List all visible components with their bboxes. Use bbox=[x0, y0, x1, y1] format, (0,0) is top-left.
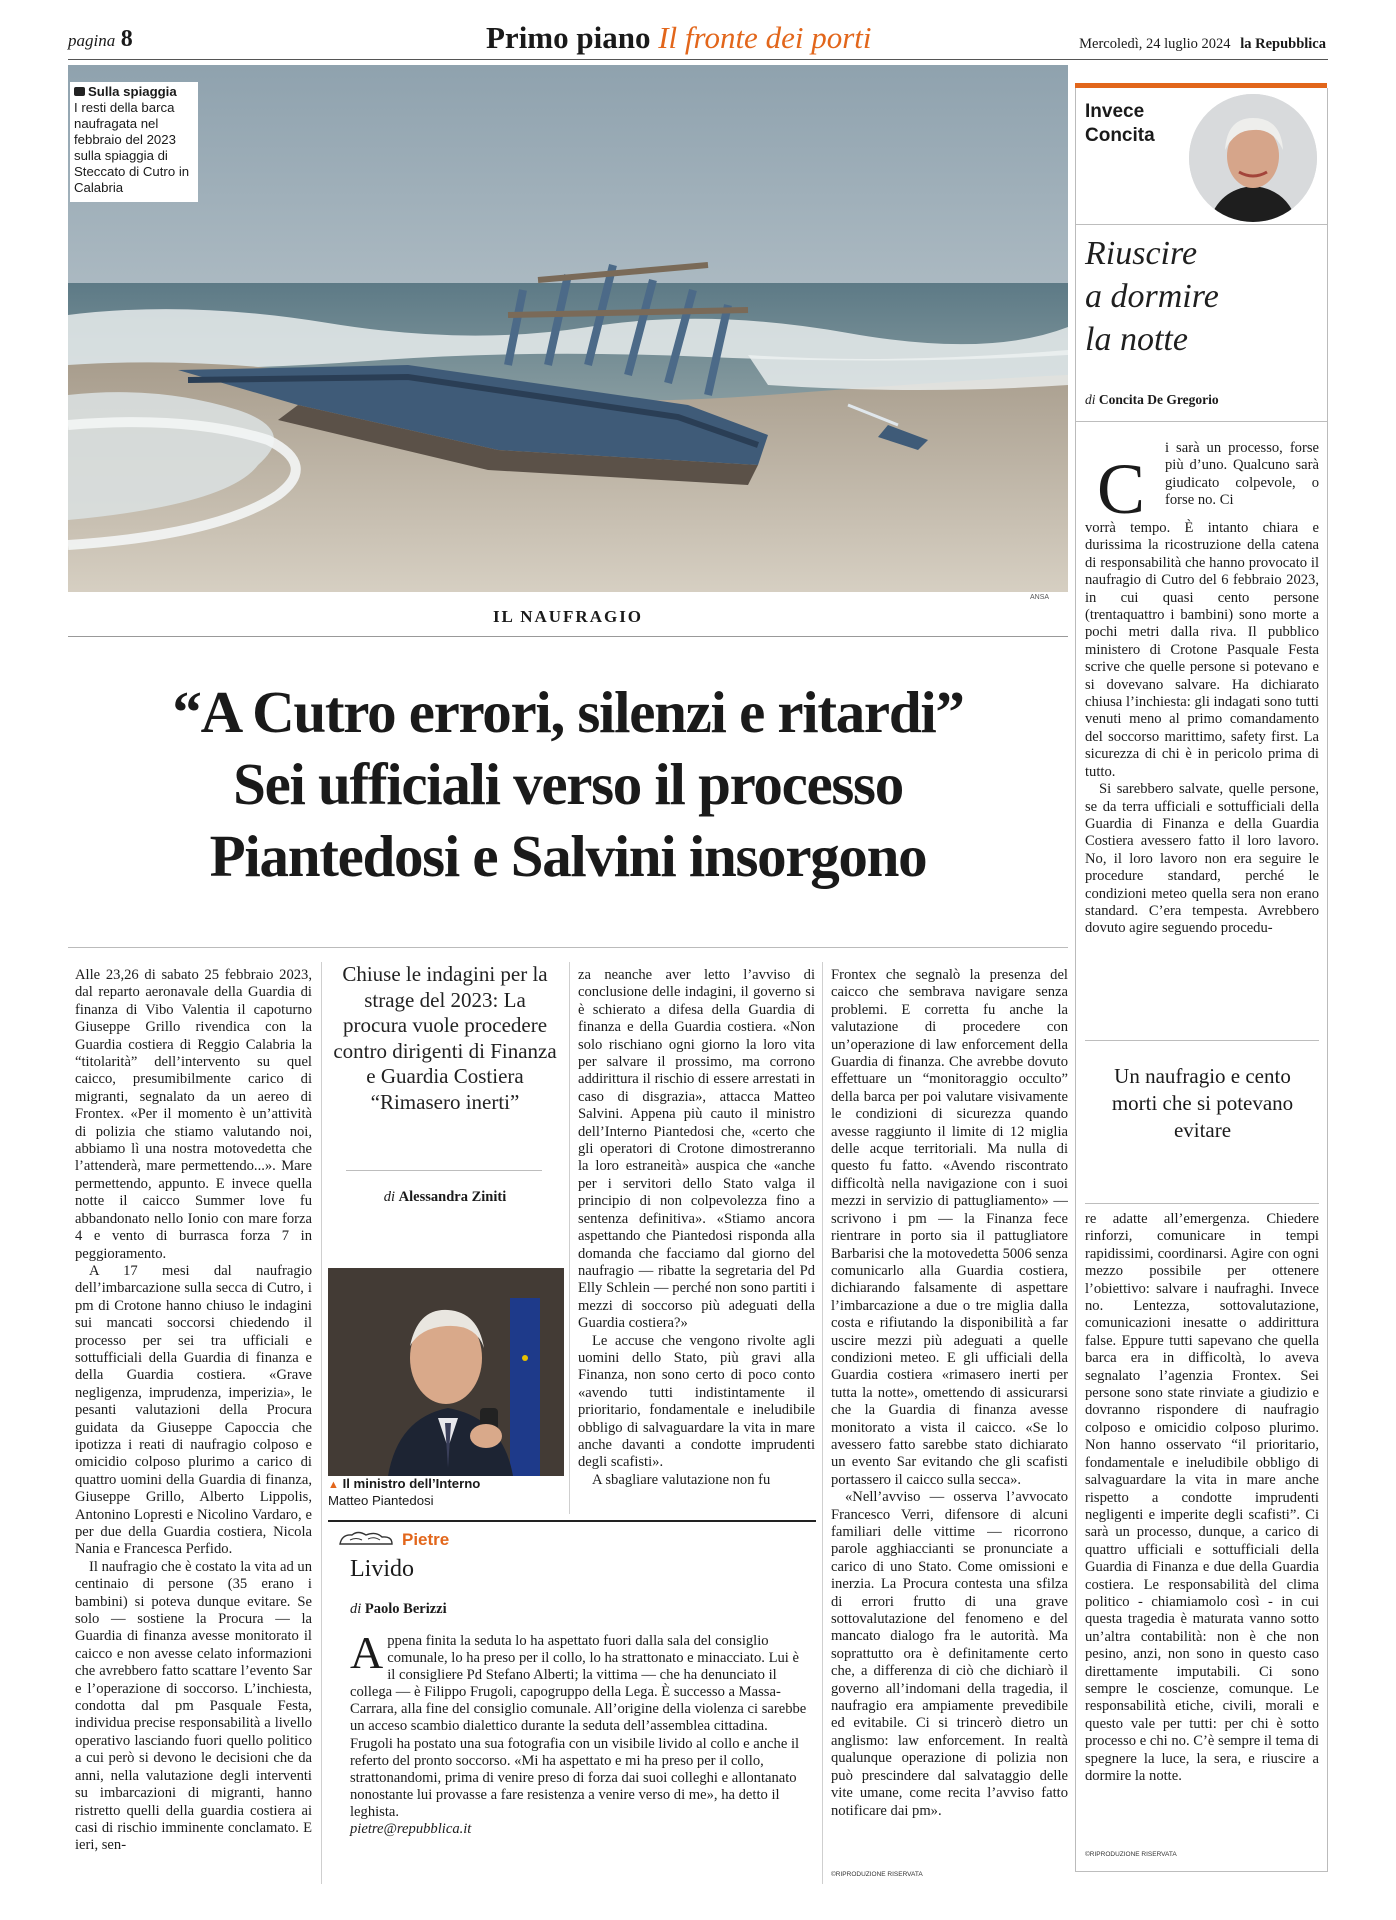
column-pull-quote: Un naufragio e cento morti che si potevano evitare bbox=[1111, 1064, 1294, 1142]
pietre-email[interactable]: pietre@repubblica.it bbox=[350, 1821, 472, 1838]
summary-rule bbox=[346, 1170, 542, 1171]
column-paragraph: Si sarebbero salvate, quelle persone, se da terra ufficiali e sottufficiali della Guardia di Finanza e della Guardia Costiera avessero fatto il loro lavoro. No, il loro lavoro non era seguire le procedure standard, perché le condizioni meteo quella sera non erano standard. C’era tempesta. Avrebbero dovuto agire seguendo procedu- bbox=[1085, 781, 1319, 937]
photo-caption-text: I resti della barca naufragata nel febbraio del 2023 sulla spiaggia di Steccato di Cutro in Calabria bbox=[74, 100, 190, 195]
column-divider bbox=[321, 962, 322, 1884]
summary-author: Alessandra Ziniti bbox=[398, 1189, 507, 1205]
column-text-top bbox=[1085, 440, 1319, 1034]
photo-credit: ANSA bbox=[1030, 594, 1050, 601]
section-name: Primo piano bbox=[486, 20, 651, 55]
article-paragraph: «Nell’avviso — osserva l’avvocato Francesco Verri, difensore di alcuni familiari delle vittime — ricorrono parole agghiaccianti se pronunciate a carico di uno Stato. Come omissioni e inerzia. La Procura contesta una sfilza di errori frutto di una grave sottovalutazione del fenomeno e del mancato dialogo fra le autorità. Ma soprattutto ora è definitamente certo che, a differenza di ciò che dichiarò il governo all’indomani della tragedia, il naufragio era ampiamente prevedibile ed evitabile. Ci si trincerò dietro un anglismo: law enforcement. In realtà qualunque operazione di polizia non può prescindere dal salvataggio delle vite umane, come recita l’avviso fatto notificare dai pm». bbox=[831, 1489, 1068, 1819]
quote-bottom-rule bbox=[1085, 1203, 1319, 1204]
pietre-logo bbox=[336, 1526, 396, 1548]
minister-caption-name: Matteo Piantedosi bbox=[328, 1493, 434, 1508]
column-divider bbox=[569, 962, 570, 1514]
stones-icon bbox=[336, 1526, 396, 1548]
article-column-2 bbox=[578, 967, 815, 1514]
author-portrait bbox=[1189, 94, 1317, 222]
column-lead-block bbox=[1085, 440, 1319, 520]
minister-caption-title-text: Il ministro dell’Interno bbox=[342, 1476, 481, 1491]
photo-caption-title bbox=[74, 84, 194, 100]
column-title-line-1: Riuscire bbox=[1085, 235, 1198, 272]
article-column-3 bbox=[831, 967, 1068, 1872]
column-title-line-2: a dormire bbox=[1085, 278, 1219, 315]
column-by: di bbox=[1085, 392, 1096, 407]
header-rule bbox=[68, 59, 1328, 60]
headline-rule bbox=[68, 947, 1068, 948]
pietre-byline bbox=[350, 1601, 447, 1618]
camera-icon bbox=[74, 87, 85, 96]
column-author: Concita De Gregorio bbox=[1098, 392, 1219, 407]
shipwreck-photo bbox=[68, 65, 1068, 592]
pietre-label: Pietre bbox=[402, 1530, 450, 1549]
column-byline-rule bbox=[1075, 421, 1327, 422]
article-paragraph: A 17 mesi dal naufragio dell’imbarcazione sulla secca di Cutro, i pm di Crotone hanno chiuso le indagini sui mancati soccorsi chiedendo il processo per sei tra ufficiali e sottufficiali della Guardia di finanza e della Guardia costiera. «Grave negligenza, imprudenza, imperizia», le pesanti valutazioni della Procura guidata da Giuseppe Capoccia che ipotizza i reati di naufragio colposo e omicidio colposo plurimo a carico di quattro uomini della Guardia di finanza, Giuseppe Grillo, Alberto Lippolis, Antonino Lopresti e Nicolino Vardaro, e per due della Guardia costiera, Nicola Nania e Francesca Perfido. bbox=[75, 1262, 312, 1558]
column-lead: i sarà un processo, forse più d’uno. Qualcuno sarà giudicato colpevole, o forse no. Ci bbox=[1165, 440, 1319, 509]
column-paragraph: re adatte all’emergenza. Chiedere rinforzi, comunicare in tempi rapidissimi, coordinarsi. Agire con ogni mezzo possibile per ottenere l’obiettivo: salvare i naufraghi. Invece no. Lentezza, sottovalutazione, comunicazioni inesatte o addirittura false. Eppure tutti sapevano che quella barca era in difficoltà, lo aveva segnalato l’agenzia Frontex. Sei persone sono state rinviate a giudizio e dovranno rispondere di naufragio colposo e omicidio colposo plurimo. Non hanno osservato “il prioritario, fondamentale e ineludibile obbligo di salvaguardare la vita in mare anche rispetto a condotte imprudenti negligenti e imperite degli scafisti”. Ci sarà un processo, dunque, a carico di quattro ufficiali e sottufficiali della Guardia di Finanza e due della Guardia costiera. Le responsabilità del clima politico - chiamiamolo così - in cui questa tragedia è maturata vanno sotto un’altra contabilità: non è che non pesino, anzi, non sono in questo caso direttamente imputabili. Ci sono sempre le coscienze, comunque. Le responsabilità etiche, civili, morali e questo vale per tutti: per chi è sotto processo e chi no. C’è sempre il tema di spegnere la luce, la sera, e riuscire a dormire la notte. bbox=[1085, 1211, 1319, 1784]
pietre-dropcap: A bbox=[350, 1627, 384, 1678]
headline-line-2: Sei ufficiali verso il processo bbox=[233, 751, 903, 817]
column-title bbox=[1085, 232, 1219, 361]
column-frame-bottom bbox=[1075, 1871, 1328, 1872]
column-paragraph: vorrà tempo. È intanto chiara e durissima la ricostruzione della catena di responsabilità che hanno provocato il naufragio di Cutro del 6 febbraio 2023, in cui quasi cento persone (trentaquattro i bambini) sono morte a pochi metri dalla riva. Il pubblico ministero di Crotone Pasquale Festa scrive che quelle persone si potevano e si dovevano salvare. Ha dichiarato chiusa l’inchiesta: gli indagati sono tutti venuti meno al primo comandamento del soccorso marittimo, safety first. La sicurezza di chi è in pericolo prima di tutto. bbox=[1085, 520, 1319, 780]
article-paragraph: Le accuse che vengono rivolte agli uomini dello Stato, più gravi alla Finanza, non sono certo di poco conto «avendo tutti indistintamente il prioritario, fondamentale e ineludibile obbligo di salvaguardare la vita in mare anche davanti a condotte imprudenti degli scafisti». bbox=[578, 1332, 815, 1471]
issue-date: Mercoledì, 24 luglio 2024 bbox=[1079, 36, 1231, 52]
minister-photo-image bbox=[328, 1268, 564, 1476]
photo-kicker: IL NAUFRAGIO bbox=[492, 607, 644, 626]
page-number bbox=[68, 26, 133, 53]
shipwreck-photo-image bbox=[68, 65, 1068, 592]
pietre-by: di bbox=[350, 1601, 362, 1617]
kicker-rule bbox=[68, 636, 1068, 637]
article-copyright: ©RIPRODUZIONE RISERVATA bbox=[831, 1871, 923, 1878]
summary-byline bbox=[330, 1189, 560, 1206]
article-paragraph: A sbagliare valutazione non fu bbox=[592, 1471, 771, 1488]
minister-caption-title bbox=[328, 1476, 564, 1493]
article-paragraph: Alle 23,26 di sabato 25 febbraio 2023, dal reparto aeronavale della Guardia di finanza di Vibo Valentia il capoturno Giuseppe Grillo rivendica con la Guardia costiera di Reggio Calabria la “titolarità” dell’intervento su quel caicco, presumibilmente carico di migranti, segnalato da un aereo di Frontex. «Per il momento è un’attività di polizia che stiamo valutando noi, abbiamo lì una nostra motovedetta che l’attenderà, mare permettendo...». Mare permettendo, appunto. E invece quella notte il caicco Summer love fu abbandonato nello Ionio con mare forza 4 e vento di burrasca forza 7 in peggioramento. bbox=[75, 967, 312, 1262]
column-frame-right bbox=[1327, 88, 1328, 1872]
subsection-name: Il fronte dei porti bbox=[658, 20, 872, 55]
quote-top-rule bbox=[1085, 1040, 1319, 1041]
minister-photo bbox=[328, 1268, 564, 1476]
minister-caption bbox=[328, 1476, 564, 1509]
summary-by: di bbox=[383, 1189, 396, 1205]
page-number-value: 8 bbox=[120, 26, 133, 52]
headline-line-1: “A Cutro errori, silenzi e ritardi” bbox=[172, 679, 964, 745]
section-title bbox=[380, 20, 1020, 56]
column-copyright: ©RIPRODUZIONE RISERVATA bbox=[1085, 1851, 1177, 1858]
article-paragraph: Il naufragio che è costato la vita ad un centinaio di persone (35 erano i bambini) si poteva dunque evitare. Se solo — sostiene la Procura — la Guardia di finanza avesse monitorato il caicco e non avesse celato informazioni che avrebbero fatto scattare l’evento Sar e l’operazione di soccorso. L’inchiesta, condotta dal pm Pasquale Festa, individua precise responsabilità a livello operativo lasciando fuori quello politico a cui però si devono le decisioni che da anni, nella valutazione degli interventi su imbarcazioni di migranti, hanno ristretto quelli della guardia costiera ai casi di rischio imminente conclamato. E ieri, sen- bbox=[75, 1558, 312, 1854]
author-portrait-image bbox=[1189, 94, 1317, 222]
column-title-line-3: la notte bbox=[1085, 321, 1188, 358]
triangle-icon: ▲ bbox=[328, 1479, 339, 1491]
column-divider bbox=[822, 962, 823, 1884]
header-date bbox=[1079, 36, 1326, 53]
column-text-bottom bbox=[1085, 1211, 1319, 1843]
column-dropcap: C bbox=[1097, 449, 1146, 520]
column-accent-bar bbox=[1075, 83, 1327, 88]
article-column-1 bbox=[75, 967, 312, 1887]
column-rubric-rule bbox=[1075, 224, 1327, 225]
column-frame-left bbox=[1075, 88, 1076, 1872]
pietre-author: Paolo Berizzi bbox=[364, 1601, 447, 1617]
pietre-text bbox=[350, 1627, 810, 1838]
column-rubric: Invece Concita bbox=[1085, 101, 1155, 146]
article-summary: Chiuse le indagini per la strage del 2023: La procura vuole procedere contro dirigenti di Finanza e Guardia Costiera “Rimasero inerti” bbox=[333, 962, 557, 1114]
pietre-body: ppena finita la seduta lo ha aspettato fuori dalla sala del consiglio comunale, lo ha preso per il collo, lo ha strattonato e minacciato. Lui è il consigliere Pd Stefano Alberti; la vittima — che ha denunciato il collega — è Filippo Frugoli, capogruppo della Lega. È successo a Massa-Carrara, alla fine del consiglio comunale. All’origine della violenza ci sarebbe un acceso scambio dialettico durante la seduta dell’assemblea cittadina. Frugoli ha postato una sua fotografia con un visibile livido al collo e anche il referto del pronto soccorso. «Mi ha aspettato e mi ha preso per il collo, strattonandomi, prima di venire preso di forza dai suoi colleghi e allontanato nonostante lui provasse a fare resistenza a venire verso di me», ha detto il leghista. bbox=[350, 1633, 807, 1820]
headline-line-3: Piantedosi e Salvini insorgono bbox=[209, 823, 927, 889]
newspaper-name: la Repubblica bbox=[1240, 36, 1326, 52]
pietre-top-rule bbox=[328, 1520, 816, 1522]
pietre-title: Livido bbox=[350, 1556, 414, 1582]
photo-caption-title-text: Sulla spiaggia bbox=[88, 84, 177, 99]
article-paragraph: za neanche aver letto l’avviso di conclusione delle indagini, il governo si è schierato a difesa della Guardia di finanza e della Guardia costiera. «Non solo rischiano ogni giorno la loro vita per salvare il prossimo, ma corrono addirittura il rischio di essere arrestati in caso di disgrazia», attacca Matteo Salvini. Appena più cauto il ministro dell’Interno Piantedosi che, «certo che gli operatori di Crotone dimostreranno la loro estraneità» auspica che «anche per i servitori dello Stato valga il principio di non colpevolezza fino a sentenza definitiva». «Stiamo ancora aspettando che Piantedosi risponda alla domanda che facciamo dal giorno del naufragio — ribatte la segretaria del Pd Elly Schlein — perché non sono partiti i mezzi di soccorso più adeguati della Guardia costiera?» bbox=[578, 967, 815, 1332]
article-paragraph: Frontex che segnalò la presenza del caicco che sembrava navigare senza problemi. E corretta fu anche la valutazione di procedere con un’operazione di law enforcement della Guardia di finanza. Che avrebbe dovuto effettuare un “monitoraggio occulto” della barca per poi valutare visivamente le condizioni di sicurezza quando avesse raggiunto il limite di 12 miglia delle acque territoriali. Ma nulla di questo fu fatto. «Avendo riscontrato difficoltà nella navigazione con i suoi mezzi in servizio di pattugliamento» — scrivono i pm — la Finanza fece rientrare in porto sia il pattugliatore Barbarisi che la motovedetta 5006 senza comunicarlo alla Guardia costiera, dichiarando falsamente di aspettare l’imbarcazione a due o tre miglia dalla costa e rifiutando la disponibilità a far uscire mezzi più adeguati a quelle condizioni meteo. E gli ufficiali della Guardia costiera «rimasero inerti per tutta la notte», omettendo di assicurarsi che la Guardia di finanza avesse monitorato a vista il caicco. «Se lo avessero fatto sarebbe stato dichiarato un evento Sar evitando che gli scafisti portassero il caicco sulla secca». bbox=[831, 967, 1068, 1488]
photo-caption bbox=[70, 82, 198, 202]
headline bbox=[68, 676, 1068, 892]
page-label: pagina bbox=[68, 31, 116, 50]
column-byline bbox=[1085, 392, 1219, 408]
